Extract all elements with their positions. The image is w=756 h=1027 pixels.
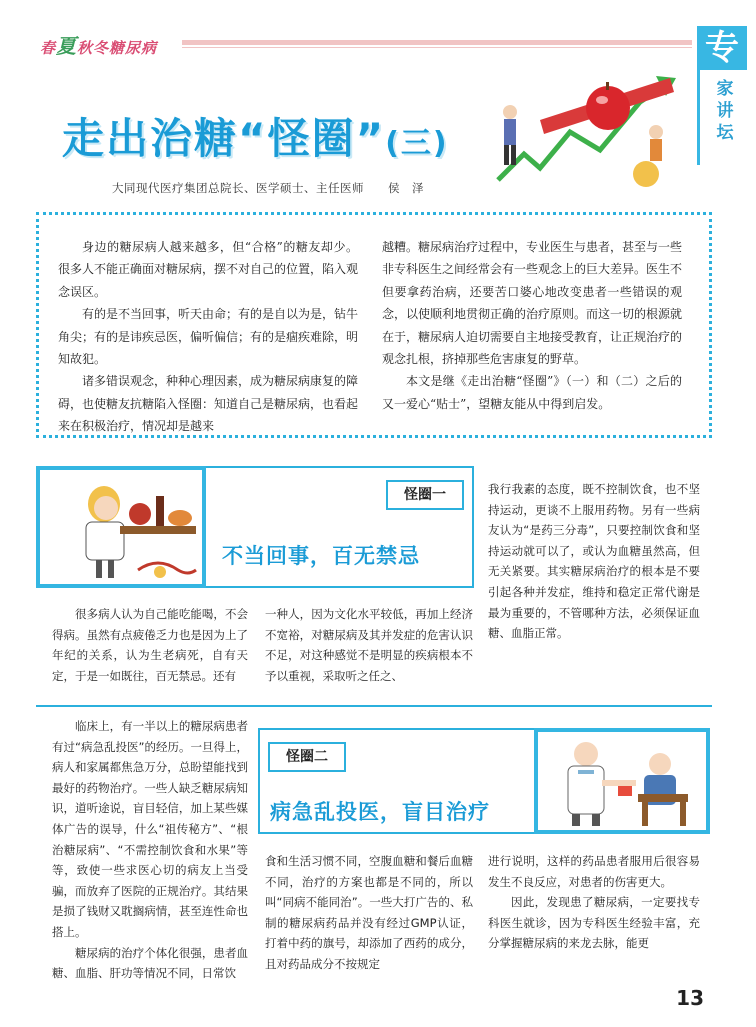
- section-tab-bar: [697, 70, 700, 165]
- intro-left-column: [58, 236, 358, 438]
- header-rule: [182, 40, 692, 45]
- section2-paragraph: 食和生活习惯不同，空腹血糖和餐后血糖不同，治疗的方案也都是不同的，所以叫“同病不能同治”。一些大打广告的、私制的糖尿病药品并没有经过GMP认证，打着中药的旗号，却添加了西药的成分，且对药品成分不按规定: [265, 854, 473, 971]
- section1-column-3: [488, 479, 700, 644]
- intro-paragraph: 越糟。糖尿病治疗过程中，专业医生与患者，甚至与一些非专科医生之间经常会有一些观念上的巨大差异。医生不但要拿药治病，还要苦口婆心地改变患者一些错误的观念，以使顺利地贯彻正确的治疗原则。而这一切的根源就在于，糖尿病人迫切需要自主地接受教育，让正规治疗的观念扎根，挤掉那些危害康复的野草。: [382, 240, 683, 367]
- intro-paragraph: 身边的糖尿病人越来越多，但“合格”的糖友却少。很多人不能正确面对糖尿病，摆不对自己的位置，陷入观念误区。: [58, 240, 359, 299]
- section1-heading: 不当回事，百无禁忌: [222, 544, 420, 568]
- intro-paragraph: 诸多错误观念，种种心理因素，成为糖尿病康复的障碍，也使糖友抗糖陷入怪圈：知道自己是糖尿病，也看起来在积极治疗，情况却是越来: [58, 374, 359, 434]
- section2-column-1: [52, 716, 248, 984]
- hero-illustration: [480, 62, 680, 192]
- section2-tag: 怪圈二: [268, 742, 346, 772]
- article-title: 走出治糖“怪圈”(三): [62, 114, 449, 163]
- section1-illustration: [42, 474, 202, 584]
- section2-paragraph: 临床上，有一半以上的糖尿病患者有过“病急乱投医”的经历。一旦得上，病人和家属都焦急万分，总盼望能找到最好的药物治疗。一些人缺乏糖尿病知识，道听途说，盲目轻信，加上某些媒体广告的误导，什么“祖传秘方”、“根治糖尿病”、“不需控制饮食和水果”等等，致使一些求医心切的病友上当受骗，而放弃了医院的正规治疗。其结果是损了钱财又耽搁病情，甚至连性命也搭上。: [52, 719, 248, 939]
- author-byline: 大同现代医疗集团总院长、医学硕士、主任医师 侯 泽: [112, 181, 424, 195]
- header-rule-thin: [182, 47, 692, 48]
- section2-paragraph: 进行说明，这样的药品患者服用后很容易发生不良反应，对患者的伤害更大。: [488, 854, 700, 889]
- section1-paragraph: 很多病人认为自己能吃能喝，不会得病。虽然有点疲倦乏力也是因为上了年纪的关系，认为生老病死，自有天定，于是一如既往，百无禁忌。还有: [52, 607, 248, 683]
- section2-illustration: [542, 734, 706, 828]
- section2-column-3: [488, 851, 700, 954]
- section1-column-2: [265, 604, 473, 686]
- section1-paragraph: 一种人，因为文化水平较低，再加上经济不宽裕，对糖尿病及其并发症的危害认识不足，对这种感觉不是明显的疾病根本不予以重视，采取听之任之、: [265, 607, 473, 683]
- section1-column-1: [52, 604, 248, 686]
- section1-paragraph: 我行我素的态度，既不控制饮食，也不坚持运动，更谈不上服用药物。另有一些病友认为“是药三分毒”，只要控制饮食和坚持运动就可以了，或认为血糖虽然高，但无关紧要。其实糖尿病治疗的根本是不要引起各种并发症，维持和稳定正常代谢是最为重要的，不管哪种方法，必须保证血糖、血脂正常。: [488, 482, 700, 641]
- intro-paragraph: 有的是不当回事，听天由命；有的是自以为是，钻牛角尖；有的是讳疾忌医，偏听偏信；有的是痼疾难除，明知故犯。: [58, 307, 359, 367]
- section2-heading: 病急乱投医，盲目治疗: [270, 800, 490, 824]
- section-tab-label: 家讲坛: [716, 79, 734, 143]
- section-tab: 专: [697, 26, 747, 70]
- section-divider: [36, 705, 712, 707]
- section2-paragraph: 糖尿病的治疗个体化很强，患者血糖、血脂、肝功等情况不同，日常饮: [52, 945, 248, 981]
- page-number: 13: [676, 986, 704, 1010]
- section2-column-2: [265, 851, 473, 975]
- section2-paragraph: 因此，发现患了糖尿病，一定要找专科医生就诊，因为专科医生经验丰富，充分掌握糖尿病的来龙去脉，能更: [488, 895, 700, 951]
- intro-right-column: [382, 236, 682, 415]
- intro-paragraph: 本文是继《走出治糖“怪圈”》（一）和（二）之后的又一爱心“贴士”，望糖友能从中得到启发。: [382, 374, 682, 411]
- magazine-brand: 春夏秋冬糖尿病: [40, 34, 158, 58]
- section1-tag: 怪圈一: [386, 480, 464, 510]
